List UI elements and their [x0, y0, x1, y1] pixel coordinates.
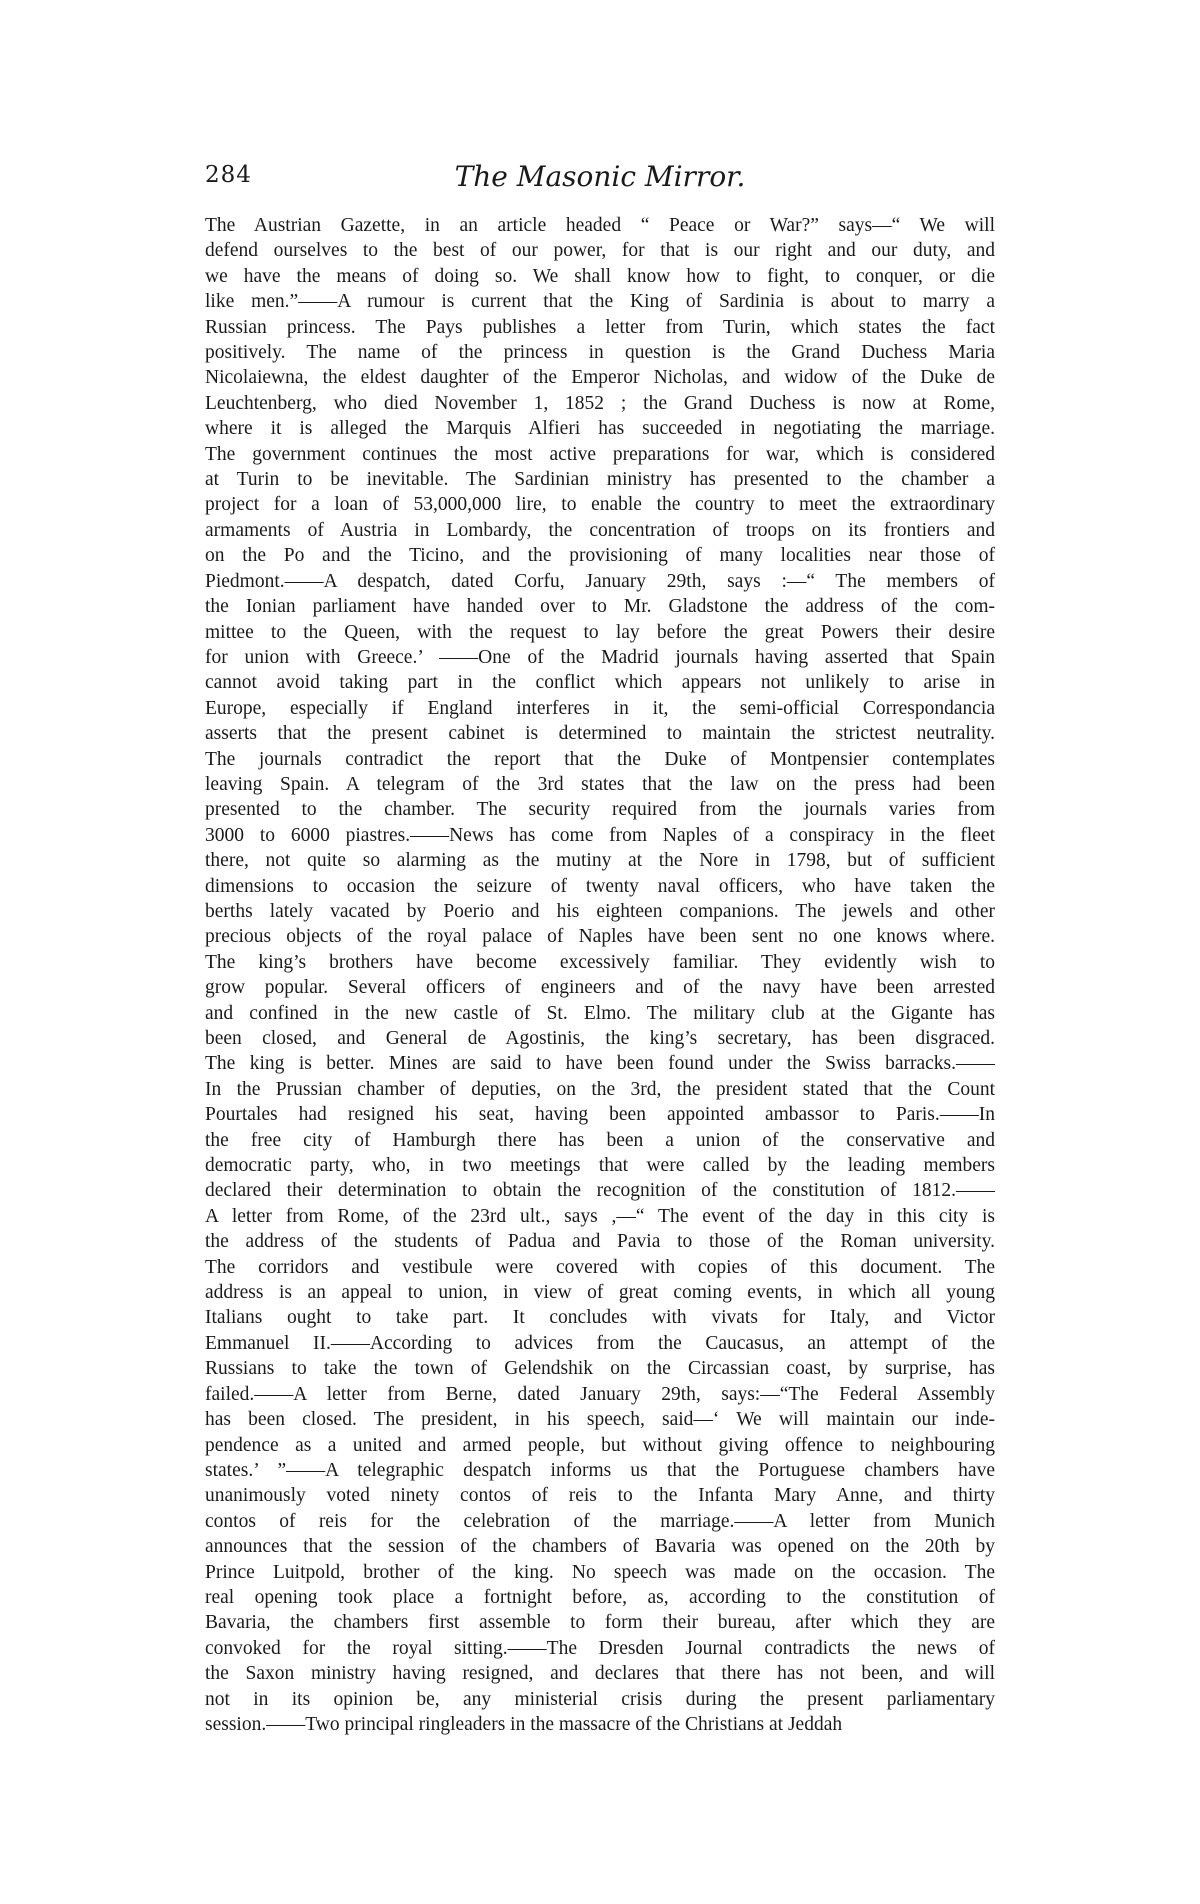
- text-line: The corridors and vestibule were covered with copies of this document. The: [205, 1256, 995, 1278]
- text-line: A letter from Rome, of the 23rd ult., says ,—“ The event of the day in this city is: [205, 1205, 995, 1227]
- text-line: Italians ought to take part. It concludes with vivats for Italy, and Victor: [205, 1307, 995, 1329]
- text-line: not in its opinion be, any ministerial crisis during the present parliamentary: [205, 1688, 995, 1710]
- text-line: states.’ ”——A telegraphic despatch informs us that the Portuguese chambers have: [205, 1459, 995, 1481]
- text-line: The Austrian Gazette, in an article headed “ Peace or War?” says—“ We will: [205, 215, 995, 236]
- text-line: Bavaria, the chambers first assemble to form their bureau, after which they are: [205, 1612, 995, 1634]
- text-line: 3000 to 6000 piastres.——News has come from Naples of a conspiracy in the fleet: [205, 824, 995, 846]
- text-line: berths lately vacated by Poerio and his eighteen companions. The jewels and other: [205, 900, 995, 922]
- text-line: on the Po and the Ticino, and the provisioning of many localities near those of: [205, 545, 995, 567]
- page-header: [205, 162, 995, 202]
- text-line: failed.——A letter from Berne, dated January 29th, says:—“The Federal Assembly: [205, 1383, 995, 1405]
- article-body: [205, 213, 995, 1737]
- text-line: there, not quite so alarming as the mutiny at the Nore in 1798, but of sufficient: [205, 850, 995, 872]
- text-line: asserts that the present cabinet is determined to maintain the strictest neutrality.: [205, 723, 995, 745]
- text-line: grow popular. Several officers of engineers and of the navy have been arrested: [205, 977, 995, 999]
- text-line: precious objects of the royal palace of Naples have been sent no one knows where.: [205, 926, 995, 948]
- text-line: convoked for the royal sitting.——The Dresden Journal contradicts the news of: [205, 1637, 995, 1659]
- text-line: real opening took place a fortnight before, as, according to the constitution of: [205, 1586, 995, 1608]
- text-line: Pourtales had resigned his seat, having been appointed ambassor to Paris.——In: [205, 1104, 995, 1126]
- text-line: and confined in the new castle of St. Elmo. The military club at the Gigante has: [205, 1002, 995, 1024]
- page-number: 284: [205, 162, 252, 188]
- text-line: pendence as a united and armed people, but without giving offence to neighbouring: [205, 1434, 995, 1456]
- text-line: has been closed. The president, in his speech, said—‘ We will maintain our inde-: [205, 1409, 995, 1431]
- text-line: address is an appeal to union, in view of great coming events, in which all young: [205, 1282, 995, 1304]
- text-line: The journals contradict the report that the Duke of Montpensier contemplates: [205, 748, 995, 770]
- text-line: leaving Spain. A telegram of the 3rd states that the law on the press had been: [205, 773, 995, 795]
- text-line: been closed, and General de Agostinis, the king’s secretary, has been disgraced.: [205, 1028, 995, 1049]
- text-line: Prince Luitpold, brother of the king. No speech was made on the occasion. The: [205, 1561, 995, 1583]
- text-line: dimensions to occasion the seizure of twenty naval officers, who have taken the: [205, 875, 995, 897]
- text-line: the Saxon ministry having resigned, and declares that there has not been, and will: [205, 1663, 995, 1685]
- text-line: mittee to the Queen, with the request to lay before the great Powers their desire: [205, 621, 995, 643]
- text-line: where it is alleged the Marquis Alfieri has succeeded in negotiating the marriage.: [205, 418, 995, 440]
- text-line: cannot avoid taking part in the conflict which appears not unlikely to arise in: [205, 672, 995, 694]
- text-line: like men.”——A rumour is current that the King of Sardinia is about to marry a: [205, 291, 995, 313]
- text-line: presented to the chamber. The security required from the journals varies from: [205, 799, 995, 821]
- text-line: Emmanuel II.——According to advices from the Caucasus, an attempt of the: [205, 1332, 995, 1354]
- text-line: announces that the session of the chambers of Bavaria was opened on the 20th by: [205, 1536, 995, 1558]
- text-line: Piedmont.——A despatch, dated Corfu, January 29th, says :—“ The members of: [205, 570, 995, 592]
- text-line: session.——Two principal ringleaders in the massacre of the Christians at Jeddah: [205, 1713, 843, 1735]
- text-line: Leuchtenberg, who died November 1, 1852 ; the Grand Duchess is now at Rome,: [205, 392, 995, 414]
- text-line: declared their determination to obtain the recognition of the constitution of 1812.——: [205, 1180, 995, 1202]
- text-line: we have the means of doing so. We shall know how to fight, to conquer, or die: [205, 265, 995, 287]
- text-line: the free city of Hamburgh there has been a union of the conservative and: [205, 1129, 995, 1151]
- text-line: Nicolaiewna, the eldest daughter of the Emperor Nicholas, and widow of the Duke de: [205, 367, 995, 389]
- text-line: The king is better. Mines are said to have been found under the Swiss barracks.——: [205, 1053, 995, 1075]
- text-line: positively. The name of the princess in question is the Grand Duchess Maria: [205, 342, 995, 364]
- text-line: armaments of Austria in Lombardy, the concentration of troops on its frontiers and: [205, 519, 995, 541]
- text-line: at Turin to be inevitable. The Sardinian ministry has presented to the chamber a: [205, 469, 995, 491]
- text-line: Russians to take the town of Gelendshik on the Circassian coast, by surprise, has: [205, 1358, 995, 1380]
- text-line: unanimously voted ninety contos of reis to the Infanta Mary Anne, and thirty: [205, 1485, 995, 1507]
- text-line: Russian princess. The Pays publishes a letter from Turin, which states the fact: [205, 316, 995, 338]
- text-line: In the Prussian chamber of deputies, on the 3rd, the president stated that the Count: [205, 1078, 995, 1100]
- running-title: The Masonic Mirror.: [454, 160, 746, 193]
- text-line: Europe, especially if England interferes in it, the semi-official Correspondancia: [205, 697, 995, 719]
- text-line: The government continues the most active preparations for war, which is considered: [205, 443, 995, 465]
- text-line: the address of the students of Padua and Pavia to those of the Roman university.: [205, 1231, 995, 1253]
- text-line: democratic party, who, in two meetings that were called by the leading members: [205, 1155, 995, 1177]
- text-line: defend ourselves to the best of our power, for that is our right and our duty, and: [205, 240, 995, 262]
- text-line: The king’s brothers have become excessively familiar. They evidently wish to: [205, 951, 995, 973]
- text-line: contos of reis for the celebration of the marriage.——A letter from Munich: [205, 1510, 995, 1532]
- text-line: for union with Greece.’ ——One of the Madrid journals having asserted that Spain: [205, 646, 995, 668]
- text-line: project for a loan of 53,000,000 lire, to enable the country to meet the extraordinary: [205, 494, 995, 516]
- text-line: the Ionian parliament have handed over to Mr. Gladstone the address of the com-: [205, 596, 995, 618]
